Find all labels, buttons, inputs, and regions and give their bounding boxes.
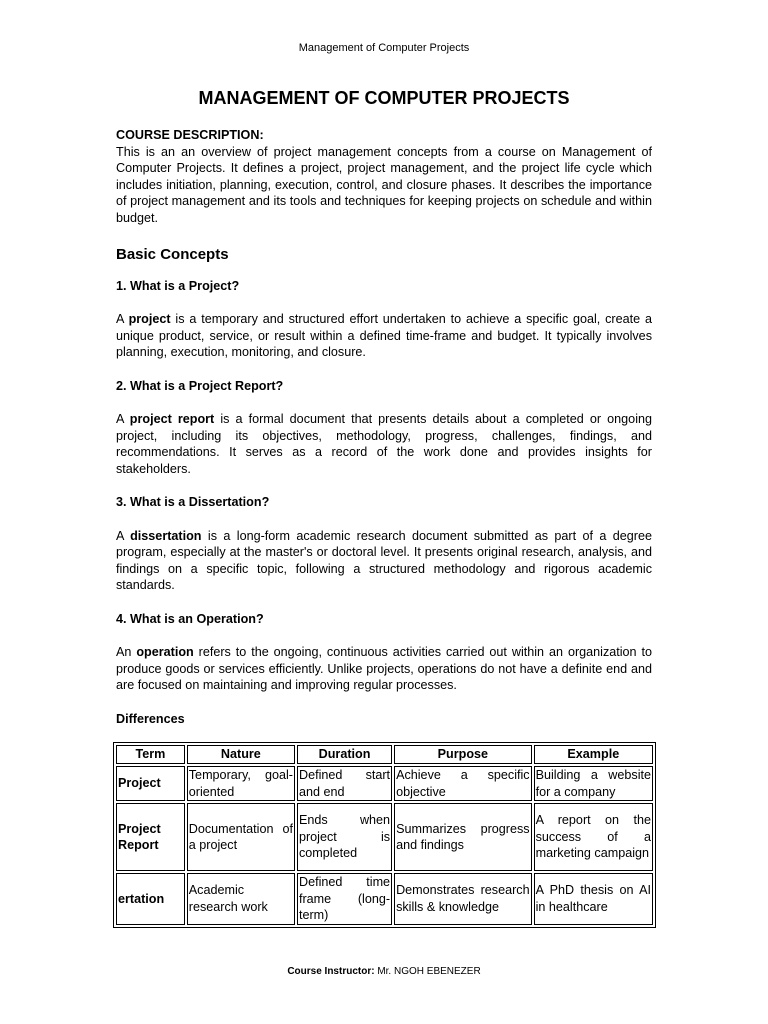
defined-term: operation [136,645,194,659]
table-cell: Summarizes progress and findings [394,803,532,871]
question-answer-4: An operation refers to the ongoing, continuous activities carried out within an organization to produce goods or services efficiently. Unlike projects, operations do not have a definite end and are focused on maintaining and improving regular processes. [116,645,652,692]
defined-term: project report [129,412,215,426]
defined-term: dissertation [130,528,202,543]
table-cell-term: Project Report [116,803,185,871]
defined-term: project [128,312,171,326]
table-cell-term: Project [116,766,185,801]
table-cell: Achieve a specific objective [394,766,532,801]
question-heading-2: 2. What is a Project Report? [116,378,284,393]
question-answer-1: A project is a temporary and structured effort undertaken to achieve a specific goal, create a unique product, service, or result within a defined time-frame and budget. It typically involves planning, execution, monitoring, and closure. [116,312,652,359]
section-heading: Basic Concepts [116,246,229,263]
footer-instructor-name: Mr. NGOH EBENEZER [374,966,481,977]
table-cell-term: ertation [116,873,185,925]
column-header: Term [116,745,185,764]
course-description [116,127,652,226]
differences-heading: Differences [116,711,185,726]
table-cell: Temporary, goal-oriented [187,766,295,801]
table-cell: Defined start and end [297,766,392,801]
column-header: Example [534,745,653,764]
table-cell: Documentation of a project [187,803,295,871]
table-cell: Demonstrates research skills & knowledge [394,873,532,925]
table-cell: A PhD thesis on AI in healthcare [534,873,653,925]
table-cell: A report on the success of a marketing campaign [534,803,653,871]
column-header: Duration [297,745,392,764]
question-heading-4: 4. What is an Operation? [116,611,264,626]
table-cell: Academic research work [187,873,295,925]
course-description-text: This is an an overview of project management concepts from a course on Management of Computer Projects. It defines a project, project management, and the project life cycle which includes initiation, planning, execution, control, and closure phases. It describes the importance of project management and its tools and techniques for keeping projects on schedule and within budget. [116,144,652,225]
question-answer-2: A project report is a formal document that presents details about a completed or ongoing project, including its objectives, methodology, progress, challenges, findings, and recommendations. It serves as a record of the work done and provides insights for stakeholders. [116,412,652,476]
table-row [116,873,653,925]
table-row [116,766,653,801]
page-footer [0,966,768,977]
table-header-row [116,745,653,764]
document-body [116,127,652,727]
column-header: Purpose [394,745,532,764]
table-cell: Ends when project is completed [297,803,392,871]
question-heading-3: 3. What is a Dissertation? [116,495,270,509]
differences-table [113,742,656,928]
running-header: Management of Computer Projects [298,42,470,54]
question-heading-1: 1. What is a Project? [116,278,240,293]
table-row [116,803,653,871]
page-title: MANAGEMENT OF COMPUTER PROJECTS [198,88,570,108]
footer-label: Course Instructor: [287,966,375,977]
table-cell: Building a website for a company [534,766,653,801]
course-description-label: COURSE DESCRIPTION: [116,128,264,142]
question-answer-3: A dissertation is a long-form academic research document submitted as part of a degree program, especially at the master's or doctoral level. It presents original research, analysis, and findings on a specific topic, following a structured methodology and rigorous academic standards. [116,528,652,592]
column-header: Nature [187,745,295,764]
table-cell: Defined time frame (long-term) [297,873,392,925]
